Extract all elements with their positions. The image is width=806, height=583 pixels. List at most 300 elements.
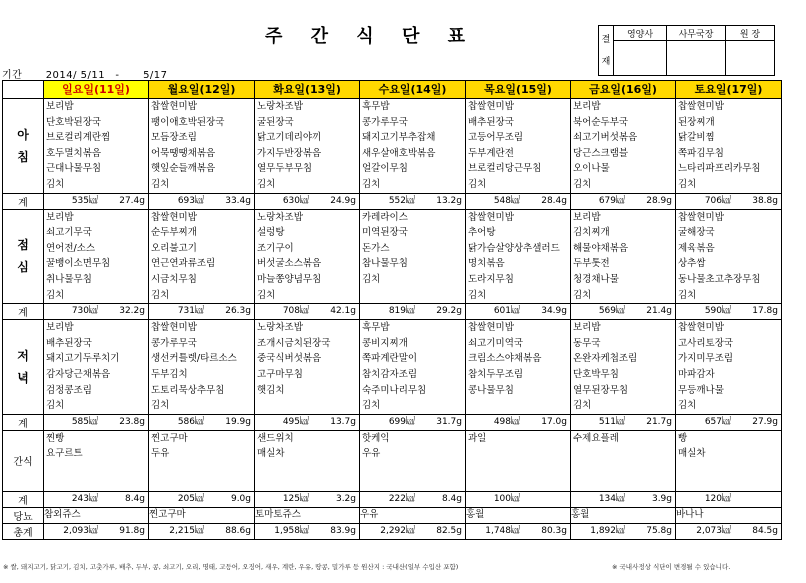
protein-value: 19.9g [225,416,251,427]
menu-item: 꿀뱅이소면무침 [46,258,111,270]
period-dash: - [115,70,120,81]
menu-item: 팽이애호박된장국 [151,116,225,128]
total-cell [676,414,782,430]
kcal-value: 731㎉ [177,306,204,317]
meal-cell [676,209,782,304]
menu-item: 감자당근채볶음 [46,368,111,380]
snack-item: 찐고구마 [151,432,188,444]
menu-item: 찹쌀현미밥 [151,211,197,223]
total-cell [255,491,360,507]
meal-cell [360,99,466,194]
menu-item: 두부계란전 [468,147,514,159]
grand-total-cell [44,523,149,539]
protein-value: 26.3g [225,306,251,317]
meal-cell [149,320,255,415]
menu-item: 보리밥 [46,322,74,334]
menu-item: 참나물무침 [362,258,408,270]
menu-item: 햇잎순들깨볶음 [151,163,216,175]
diabetic-cell: 찐고구마 [149,507,255,523]
protein-value: 9.0g [230,493,251,504]
menu-item: 새우살애호박볶음 [362,147,436,159]
period [2,66,168,81]
menu-item: 마파감자 [678,368,715,380]
meal-cell [466,99,571,194]
protein-value: 32.2g [119,306,145,317]
snack-item: 수제요플레 [573,432,619,444]
snack-item: 매실차 [257,448,285,460]
menu-item: 김치 [46,178,65,190]
menu-item: 쇠고기무국 [46,227,92,239]
protein-value: 17.8g [752,306,778,317]
menu-item: 돈가스 [362,242,390,254]
meal-cell [676,320,782,415]
menu-item: 참치감자조림 [362,368,418,380]
protein-value: 24.9g [330,195,356,206]
kcal-value: 125㎉ [282,493,309,504]
kcal-value: 699㎉ [388,416,415,427]
menu-item: 쪽파김무침 [678,147,724,159]
menu-item: 미역된장국 [362,227,408,239]
menu-item: 조기구이 [257,242,294,254]
menu-item: 쇠고기미역국 [468,337,524,349]
meal-cell [44,209,149,304]
menu-item: 찹쌀현미밥 [151,101,197,112]
menu-item: 조개시금치된장국 [257,337,331,349]
menu-item: 보리밥 [46,101,74,112]
protein-value: 21.7g [646,416,672,427]
grand-total-cell [255,523,360,539]
snack-item [571,446,675,462]
menu-item: 찹쌀현미밥 [468,101,514,112]
menu-item: 제육볶음 [678,242,715,254]
protein-value: 13.7g [330,416,356,427]
menu-item: 청경채나물 [573,273,619,285]
diabetic-label: 당뇨 [3,507,44,523]
menu-item: 콩비지찌개 [362,337,408,349]
day-header: 화요일(13일) [255,81,360,99]
menu-item: 닭가슴살양상추샐러드 [468,242,560,254]
meal-cell [149,99,255,194]
menu-item: 김치 [151,289,170,301]
total-cell [571,193,676,209]
protein-value: 23.8g [119,416,145,427]
kcal-value: 243㎉ [71,493,98,504]
approval-role-director: 원 장 [726,26,775,41]
kcal-value: 552㎉ [388,195,415,206]
menu-item: 동무국 [573,337,601,349]
menu-item: 온완자케첩조림 [573,353,638,365]
total-cell [571,304,676,320]
diabetic-cell: 홍월 [571,507,676,523]
menu-item: 김치 [362,273,381,285]
menu-item [255,398,359,414]
protein-value: 3.2g [335,493,356,504]
snack-item: 핫케익 [362,432,390,444]
menu-item: 도라지무침 [468,273,514,285]
menu-item: 찹쌀현미밥 [468,322,514,334]
total-cell [149,491,255,507]
meal-cell [255,99,360,194]
protein-value: 33.4g [225,195,251,206]
approval-box [598,25,775,76]
menu-item [360,288,465,304]
menu-item: 찹쌀현미밥 [468,211,514,223]
kcal-value: 498㎉ [493,416,520,427]
menu-item: 노랑차조밥 [257,322,303,334]
menu-item: 카레라이스 [362,211,408,223]
page-title: 주 간 식 단 표 [265,26,477,47]
menu-table [2,80,782,540]
total-cell [360,304,466,320]
protein-value: 21.4g [646,306,672,317]
total-cell [149,193,255,209]
sum-label: 계 [3,193,44,209]
meal-label-char: 저 [17,348,29,363]
menu-item: 마늘쫑양념무침 [257,273,322,285]
kcal-value: 495㎉ [282,416,309,427]
day-header: 목요일(15일) [466,81,571,99]
menu-item: 크림소스야채볶음 [468,353,542,365]
kcal-value: 590㎉ [704,306,731,317]
snack-item: 요구르트 [46,448,83,460]
menu-item: 김치 [573,289,592,301]
snack-item: 두유 [151,448,170,460]
menu-item: 오리불고기 [151,242,197,254]
protein-value: 29.2g [436,306,462,317]
period-start: 2014/ 5/11 [45,70,106,81]
menu-item: 김치 [46,289,65,301]
protein-value: 82.5g [436,525,462,536]
meal-cell [571,209,676,304]
grand-total-cell [466,523,571,539]
kcal-value: 708㎉ [282,306,309,317]
menu-item: 모듬장조림 [151,132,197,144]
protein-value: 8.4g [124,493,145,504]
menu-item: 가지미무조림 [678,353,734,365]
menu-item: 흑무밥 [362,101,390,112]
snack-item: 찐빵 [46,432,65,444]
protein-value: 42.1g [330,306,356,317]
total-cell [360,193,466,209]
protein-value: 3.9g [651,493,672,504]
total-cell [255,304,360,320]
protein-value: 88.6g [225,525,251,536]
meal-label-char: 아 [17,127,29,142]
diabetic-cell: 바나나 [676,507,782,523]
total-cell [360,491,466,507]
menu-item: 생선커틀렛/타르소스 [151,353,237,365]
protein-value: 75.8g [646,525,672,536]
snack-cell [255,430,360,491]
menu-item: 배추된장국 [468,116,514,128]
total-cell [149,414,255,430]
meal-label-char: 녁 [17,370,29,385]
kcal-value: 630㎉ [282,195,309,206]
menu-item: 김치 [678,289,697,301]
protein-value: 28.9g [646,195,672,206]
protein-value: 80.3g [541,525,567,536]
meal-label [3,209,44,304]
sum-label: 계 [3,414,44,430]
menu-item: 중국식버섯볶음 [257,353,322,365]
menu-item: 돼지고기부추잡채 [362,132,436,144]
menu-item: 단호박된장국 [46,116,102,128]
menu-item: 무등깨나물 [678,384,724,396]
menu-item: 콩가루무국 [151,337,197,349]
kcal-value: 706㎉ [704,195,731,206]
menu-item: 브로컬리계란찜 [46,132,111,144]
approval-sign-3[interactable] [726,41,775,76]
kcal-value: 511㎉ [598,416,625,427]
menu-item: 햇김치 [257,384,285,396]
menu-item: 검정콩조림 [46,384,92,396]
total-cell [676,491,782,507]
footer-note-2: ※ 국내사정상 식단이 변경될 수 있습니다. [612,563,731,571]
menu-item: 찹쌀현미밥 [678,322,724,334]
meal-cell [571,99,676,194]
menu-item: 김치 [678,178,697,190]
menu-item: 굴된장국 [257,116,294,128]
meal-cell [44,99,149,194]
day-header: 토요일(17일) [676,81,782,99]
total-cell [676,304,782,320]
meal-label-char: 심 [17,260,29,275]
approval-sign-2[interactable] [667,41,726,76]
meal-cell [360,209,466,304]
approval-side-2: 재 [601,56,611,67]
kcal-value: 535㎉ [71,195,98,206]
diabetic-cell: 홍월 [466,507,571,523]
kcal-value: 819㎉ [388,306,415,317]
meal-label-char: 침 [17,149,29,164]
protein-value: 38.8g [752,195,778,206]
kcal-value: 586㎉ [177,416,204,427]
kcal-value: 120㎉ [704,493,731,504]
menu-item: 북어순두부국 [573,116,629,128]
snack-cell [360,430,466,491]
total-cell [44,193,149,209]
protein-value: 8.4g [441,493,462,504]
menu-item: 김치 [46,400,65,412]
menu-item: 고등어무조림 [468,132,524,144]
menu-item: 두부김치 [151,368,188,380]
meal-cell [149,209,255,304]
menu-item: 설렁탕 [257,227,285,239]
menu-item: 고구마무침 [257,368,303,380]
total-cell [255,414,360,430]
menu-item: 고사리토장국 [678,337,734,349]
menu-item: 브로컬리당근무침 [468,163,542,175]
grand-total-cell [571,523,676,539]
protein-value: 27.9g [752,416,778,427]
menu-item: 노랑차조밥 [257,211,303,223]
kcal-value: 1,958㎉ [274,525,309,536]
day-header: 일요일(11일) [44,81,149,99]
menu-item: 도토리묵상추무침 [151,384,225,396]
protein-value: 28.4g [541,195,567,206]
diabetic-cell: 참외쥬스 [44,507,149,523]
snack-item: 과일 [468,432,487,444]
menu-item: 닭고기데리야끼 [257,132,322,144]
menu-item: 열무된장무침 [573,384,629,396]
meal-cell [255,320,360,415]
menu-item: 보리밥 [573,322,601,334]
corner-cell [3,81,44,99]
snack-cell [571,430,676,491]
kcal-value: 2,292㎉ [380,525,415,536]
total-cell [44,414,149,430]
day-header: 수요일(14일) [360,81,466,99]
menu-item: 보리밥 [573,101,601,112]
menu-item: 찹쌀현미밥 [151,322,197,334]
menu-item: 김치 [362,400,381,412]
menu-item: 상추쌈 [678,258,706,270]
menu-item: 시금치무침 [151,273,197,285]
protein-value: 34.9g [541,306,567,317]
menu-item: 노랑차조밥 [257,101,303,112]
menu-item: 찹쌀현미밥 [678,211,724,223]
diabetic-cell: 우유 [360,507,466,523]
menu-item: 쇠고기버섯볶음 [573,132,638,144]
menu-item: 버섯굴소스볶음 [257,258,322,270]
menu-item: 두부톳전 [573,258,610,270]
meal-cell [466,209,571,304]
menu-item: 보리밥 [46,211,74,223]
menu-item: 콩가루무국 [362,116,408,128]
menu-item: 근대나물무침 [46,163,102,175]
total-cell [466,193,571,209]
snack-item: 샌드위치 [257,432,294,444]
menu-item: 배추된장국 [46,337,92,349]
kcal-value: 548㎉ [493,195,520,206]
menu-item: 연근연과류조림 [151,258,216,270]
kcal-value: 657㎉ [704,416,731,427]
menu-item: 김치 [573,400,592,412]
approval-role-secretary: 사무국장 [667,26,726,41]
total-cell [571,414,676,430]
menu-item: 콩나물무침 [468,384,514,396]
grand-total-cell [149,523,255,539]
kcal-value: 679㎉ [598,195,625,206]
kcal-value: 100㎉ [493,493,520,504]
kcal-value: 2,073㎉ [696,525,731,536]
protein-value: 31.7g [436,416,462,427]
day-header: 금요일(16일) [571,81,676,99]
menu-item [466,398,570,414]
total-cell [571,491,676,507]
menu-item: 굴해장국 [678,227,715,239]
menu-item: 김치찌개 [573,227,610,239]
sum-label: 계 [3,491,44,507]
total-cell [255,193,360,209]
menu-item: 순두부찌개 [151,227,197,239]
approval-side-1: 결 [601,34,611,45]
menu-item: 얼갈이무침 [362,163,408,175]
meal-label [3,99,44,194]
snack-item: 매실차 [678,448,706,460]
meal-cell [676,99,782,194]
menu-item: 느타리파프리카무침 [678,163,761,175]
snack-item: 우유 [362,448,381,460]
sum-label: 계 [3,304,44,320]
meal-cell [360,320,466,415]
kcal-value: 585㎉ [71,416,98,427]
kcal-value: 2,215㎉ [169,525,204,536]
menu-item: 어묵땡땡채볶음 [151,147,216,159]
snack-item: 빵 [678,432,688,444]
protein-value: 17.0g [541,416,567,427]
kcal-value: 601㎉ [493,306,520,317]
menu-item: 된장찌개 [678,116,715,128]
total-cell [466,414,571,430]
menu-item: 취나물무침 [46,273,92,285]
menu-item: 김치 [573,178,592,190]
grand-total-cell [360,523,466,539]
menu-item: 김치 [257,289,276,301]
period-label: 기간 [2,70,23,81]
protein-value: 27.4g [119,195,145,206]
snack-cell [44,430,149,491]
snack-item [466,446,570,462]
approval-sign-1[interactable] [614,41,667,76]
total-cell [360,414,466,430]
total-cell [466,304,571,320]
period-end: 5/17 [143,70,168,81]
grand-total-cell [676,523,782,539]
menu-item: 참치두무조림 [468,368,524,380]
snack-cell [676,430,782,491]
menu-item: 찹쌀현미밥 [678,101,724,112]
menu-item: 열무두부무침 [257,163,313,175]
protein-value: 83.9g [330,525,356,536]
footer-note: ※ 쌀, 돼지고기, 닭고기, 김치, 고춧가루, 배추, 두부, 콩, 쇠고기, 오리, 명태, 고등어, 오징어, 새우, 계란, 우유, 땅콩, 밀가루 등 원산지 : 국내산(일부 수입산 포함) [3,563,459,571]
menu-item: 흑무밥 [362,322,390,334]
menu-item: 김치 [468,178,487,190]
kcal-value: 569㎉ [598,306,625,317]
kcal-value: 2,093㎉ [63,525,98,536]
total-cell [149,304,255,320]
menu-item: 김치 [151,178,170,190]
menu-item: 쪽파계란말이 [362,353,418,365]
menu-item: 김치 [151,400,170,412]
menu-item: 단호박무침 [573,368,619,380]
approval-side [599,26,614,76]
total-cell [44,491,149,507]
meal-cell [44,320,149,415]
menu-item: 호두멸치볶음 [46,147,102,159]
total-cell [676,193,782,209]
menu-item: 김치 [257,178,276,190]
protein-value: 91.8g [119,525,145,536]
menu-item: 해물야채볶음 [573,242,629,254]
snack-label: 간식 [3,430,44,491]
meal-cell [255,209,360,304]
approval-role-dietitian: 영양사 [614,26,667,41]
total-cell [466,491,571,507]
menu-item: 김치 [678,400,697,412]
meal-cell [466,320,571,415]
menu-item: 오이나물 [573,163,610,175]
kcal-value: 1,892㎉ [590,525,625,536]
menu-item: 김치 [362,178,381,190]
kcal-value: 1,748㎉ [485,525,520,536]
kcal-value: 222㎉ [388,493,415,504]
kcal-value: 205㎉ [177,493,204,504]
snack-cell [466,430,571,491]
kcal-value: 730㎉ [71,306,98,317]
menu-item: 숙주미나리무침 [362,384,427,396]
snack-cell [149,430,255,491]
